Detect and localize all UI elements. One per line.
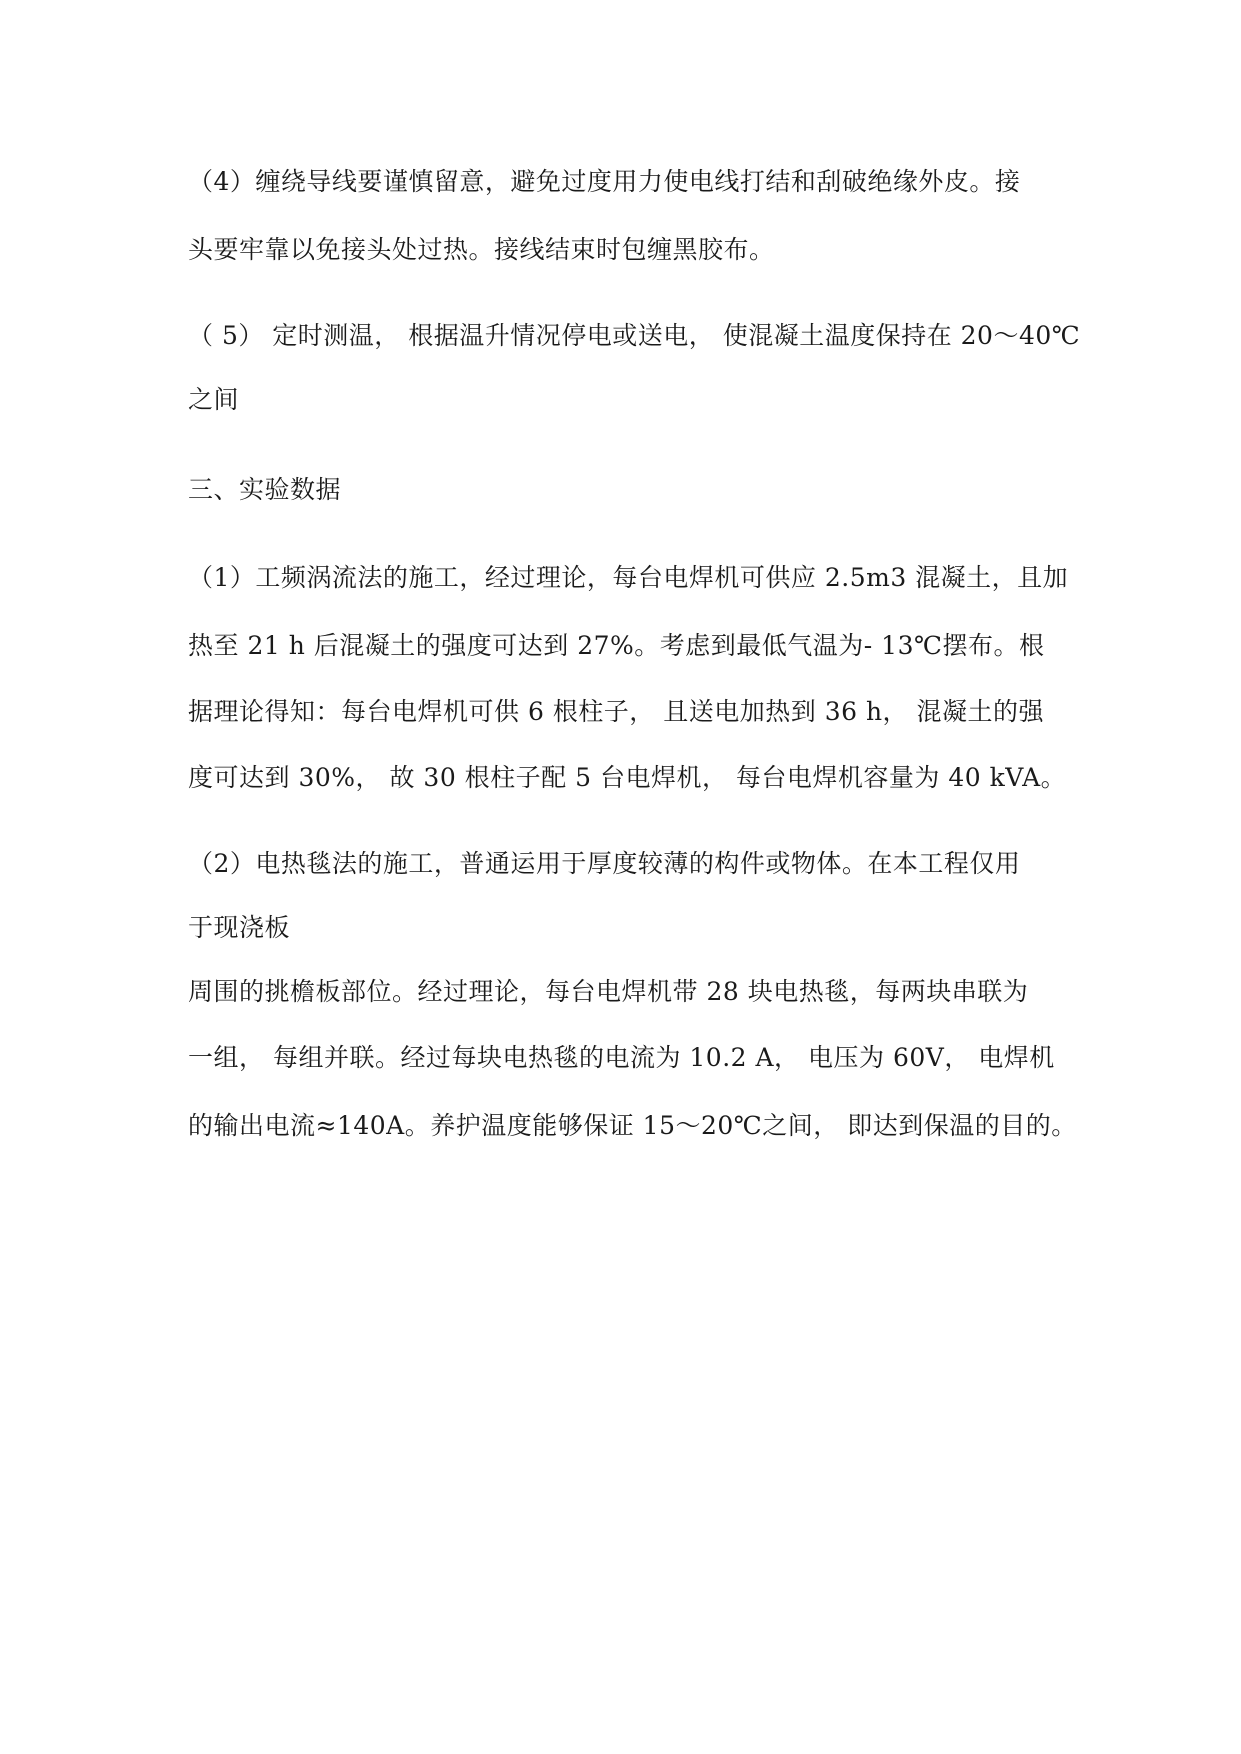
data-paragraph-2-line-4: 一组， 每组并联。经过每块电热毯的电流为 10.2 A， 电压为 60V， 电焊机 xyxy=(188,1043,1055,1072)
paragraph-5-line-2: 之间 xyxy=(188,385,240,414)
data-paragraph-1-line-2: 热至 21 h 后混凝土的强度可达到 27%。考虑到最低气温为- 13℃摆布。根 xyxy=(188,631,1045,660)
data-paragraph-1-line-4: 度可达到 30%， 故 30 根柱子配 5 台电焊机， 每台电焊机容量为 40 kVA。 xyxy=(188,763,1067,792)
data-paragraph-2-line-5: 的输出电流≈140A。养护温度能够保证 15～20℃之间， 即达到保温的目的。 xyxy=(188,1111,1077,1140)
data-paragraph-2-line-2: 于现浇板 xyxy=(188,913,291,942)
data-paragraph-2-line-1: （2）电热毯法的施工，普通运用于厚度较薄的构件或物体。在本工程仅用 xyxy=(188,849,1021,878)
paragraph-5-line-1: （ 5） 定时测温， 根据温升情况停电或送电， 使混凝土温度保持在 20～40℃ xyxy=(188,321,1081,350)
paragraph-4-line-1: （4）缠绕导线要谨慎留意，避免过度用力使电线打结和刮破绝缘外皮。接 xyxy=(188,167,1021,196)
section-heading: 三、实验数据 xyxy=(188,475,342,504)
data-paragraph-2-line-3: 周围的挑檐板部位。经过理论，每台电焊机带 28 块电热毯，每两块串联为 xyxy=(188,977,1029,1006)
data-paragraph-1-line-3: 据理论得知：每台电焊机可供 6 根柱子， 且送电加热到 36 h， 混凝土的强 xyxy=(188,697,1045,726)
paragraph-4-line-2: 头要牢靠以免接头处过热。接线结束时包缠黑胶布。 xyxy=(188,235,775,264)
data-paragraph-1-line-1: （1）工频涡流法的施工，经过理论，每台电焊机可供应 2.5m3 混凝土，且加 xyxy=(188,563,1069,592)
